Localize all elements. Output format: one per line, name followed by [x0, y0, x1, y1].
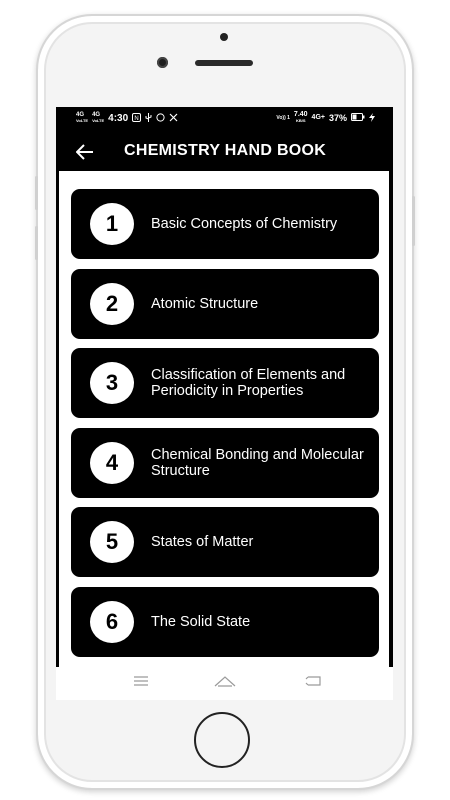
notification-icon [132, 113, 141, 124]
network-indicator: 4G VoLTE [76, 112, 89, 123]
chapter-title: Basic Concepts of Chemistry [151, 216, 338, 232]
phone-side-button [412, 196, 415, 246]
chapter-item-2[interactable] [71, 269, 379, 339]
chapter-number: 5 [90, 521, 134, 563]
chapter-title: The Solid State [151, 613, 251, 630]
system-nav-bar [56, 667, 393, 700]
menu-icon[interactable] [129, 674, 153, 692]
chapter-list-container [59, 171, 389, 667]
earpiece-speaker [195, 60, 253, 66]
physical-home-button[interactable] [194, 712, 250, 768]
battery-icon [351, 113, 365, 123]
front-sensor [220, 33, 228, 41]
chapter-item-4[interactable] [71, 428, 379, 498]
chapter-number: 2 [90, 283, 134, 325]
app-bar [56, 129, 393, 175]
page-title: CHEMISTRY HAND BOOK [124, 142, 327, 159]
chapter-title: States of Matter [151, 534, 254, 550]
network-speed: 7.40 KB/S [293, 111, 308, 123]
chapter-title: Classification of Elements and Periodicity in Properties [151, 367, 346, 399]
home-icon[interactable] [213, 674, 237, 692]
signal-type: 4G+ [311, 114, 325, 121]
battery-percent: 37% [328, 113, 347, 123]
phone-side-button [35, 226, 38, 260]
tools-icon [169, 113, 178, 124]
chapter-number: 6 [90, 601, 134, 643]
network-indicator-2: 4G VoLTE [92, 112, 105, 123]
usb-icon [145, 113, 152, 124]
back-icon[interactable] [301, 674, 325, 692]
arrow-left-icon[interactable] [72, 139, 98, 165]
chapter-item-3[interactable] [71, 348, 379, 418]
status-time: 4:30 [108, 112, 129, 124]
chapter-title: Chemical Bonding and Molecular Structure [151, 446, 364, 479]
chapter-item-6[interactable] [71, 587, 379, 657]
phone-side-button [35, 176, 38, 210]
chapter-list [71, 189, 379, 666]
volte-indicator: Vo)) 1 [276, 115, 290, 121]
chapter-item-1[interactable] [71, 189, 379, 259]
chapter-number: 3 [90, 362, 134, 404]
chapter-number: 4 [90, 442, 134, 484]
status-bar [56, 107, 393, 129]
svg-text:N: N [134, 115, 139, 122]
phone-screen [56, 107, 393, 700]
whatsapp-icon [156, 113, 165, 124]
charging-icon [369, 113, 375, 124]
chapter-title: Atomic Structure [151, 295, 259, 312]
chapter-number: 1 [90, 203, 134, 245]
chapter-item-5[interactable] [71, 507, 379, 577]
front-camera [157, 57, 168, 68]
